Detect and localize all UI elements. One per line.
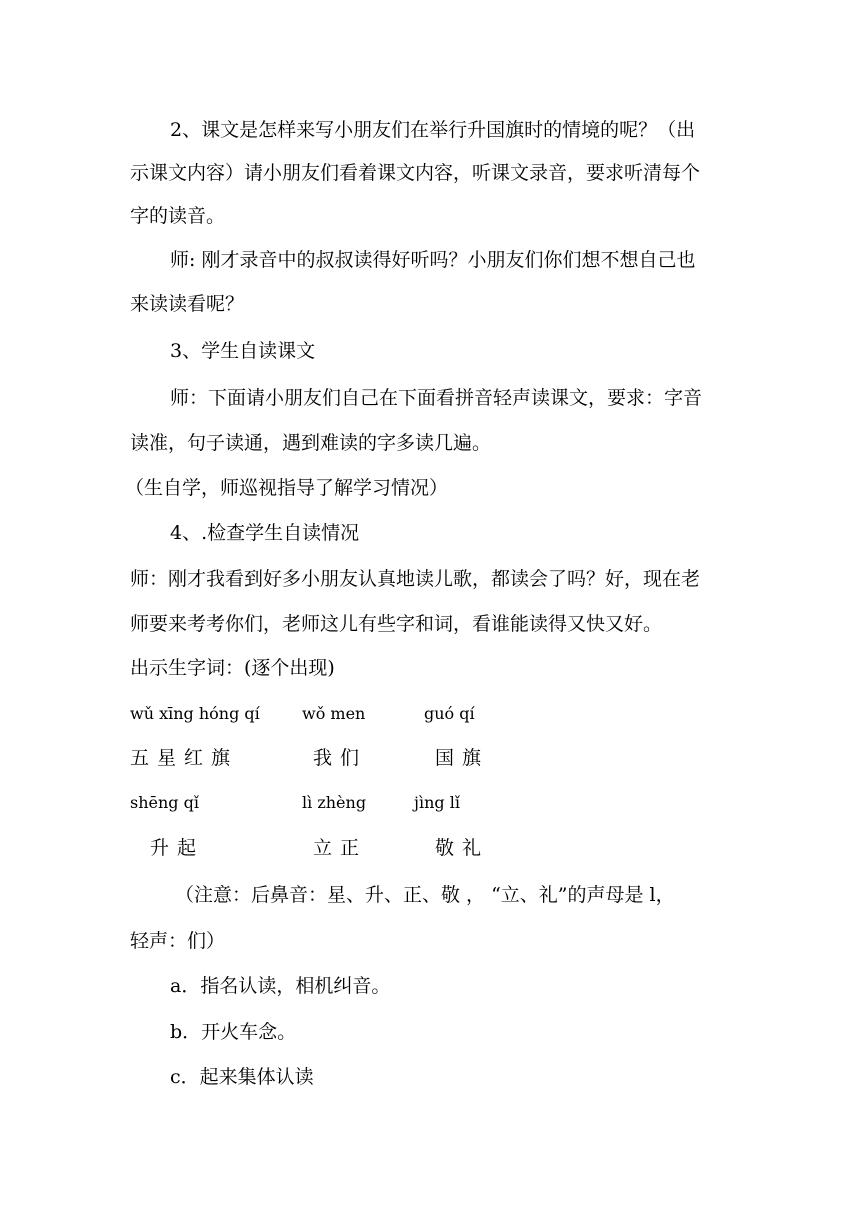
hanzi-word: 我们 bbox=[313, 747, 368, 769]
paragraph-line: 示课文内容）请小朋友们看着课文内容，听课文录音，要求听清每个 bbox=[130, 162, 701, 184]
list-item: c．起来集体认读 bbox=[170, 1066, 314, 1088]
paragraph-line: （生自学，师巡视指导了解学习情况） bbox=[125, 477, 449, 499]
section-heading: 3、学生自读课文 bbox=[170, 340, 316, 362]
list-item: b．开火车念。 bbox=[170, 1021, 297, 1043]
paragraph-line: 师要来考考你们，老师这儿有些字和词，看谁能读得又快又好。 bbox=[130, 613, 663, 635]
pinyin-word: shēng qǐ bbox=[130, 793, 199, 812]
hanzi-word: 敬礼 bbox=[435, 837, 490, 859]
pinyin-word: wǒ men bbox=[302, 704, 366, 723]
hanzi-word: 立正 bbox=[313, 837, 368, 859]
list-item: a．指名认读，相机纠音。 bbox=[170, 975, 391, 997]
hanzi-word: 国旗 bbox=[435, 747, 490, 769]
paragraph-line: 读准，句子读通，遇到难读的字多读几遍。 bbox=[130, 432, 492, 454]
note-line: 轻声：们） bbox=[130, 930, 226, 952]
section-heading: 4、.检查学生自读情况 bbox=[170, 522, 360, 544]
paragraph-line: 出示生字词：(逐个出现) bbox=[130, 657, 335, 679]
paragraph-line: 2、课文是怎样来写小朋友们在举行升国旗时的情境的呢？（出 bbox=[170, 119, 696, 141]
pinyin-word: guó qí bbox=[424, 704, 475, 723]
pinyin-word: lì zhèng bbox=[302, 793, 367, 812]
paragraph-line: 师：刚才我看到好多小朋友认真地读儿歌，都读会了吗？好，现在老 bbox=[130, 568, 701, 590]
paragraph-line: 来读读看呢？ bbox=[130, 293, 245, 315]
paragraph-line: 师：下面请小朋友们自己在下面看拼音轻声读课文，要求：字音 bbox=[170, 387, 703, 409]
note-line: （注意：后鼻音：星、升、正、敬 ， “立、礼”的声母是 l， bbox=[175, 884, 675, 906]
paragraph-line: 字的读音。 bbox=[130, 205, 226, 227]
paragraph-line: 师: 刚才录音中的叔叔读得好听吗？小朋友们你们想不想自己也 bbox=[170, 249, 696, 271]
pinyin-word: wǔ xīng hóng qí bbox=[130, 704, 260, 723]
pinyin-word: jìng lǐ bbox=[414, 793, 460, 812]
hanzi-word: 升起 bbox=[150, 837, 205, 859]
hanzi-word: 五星红旗 bbox=[130, 747, 239, 769]
